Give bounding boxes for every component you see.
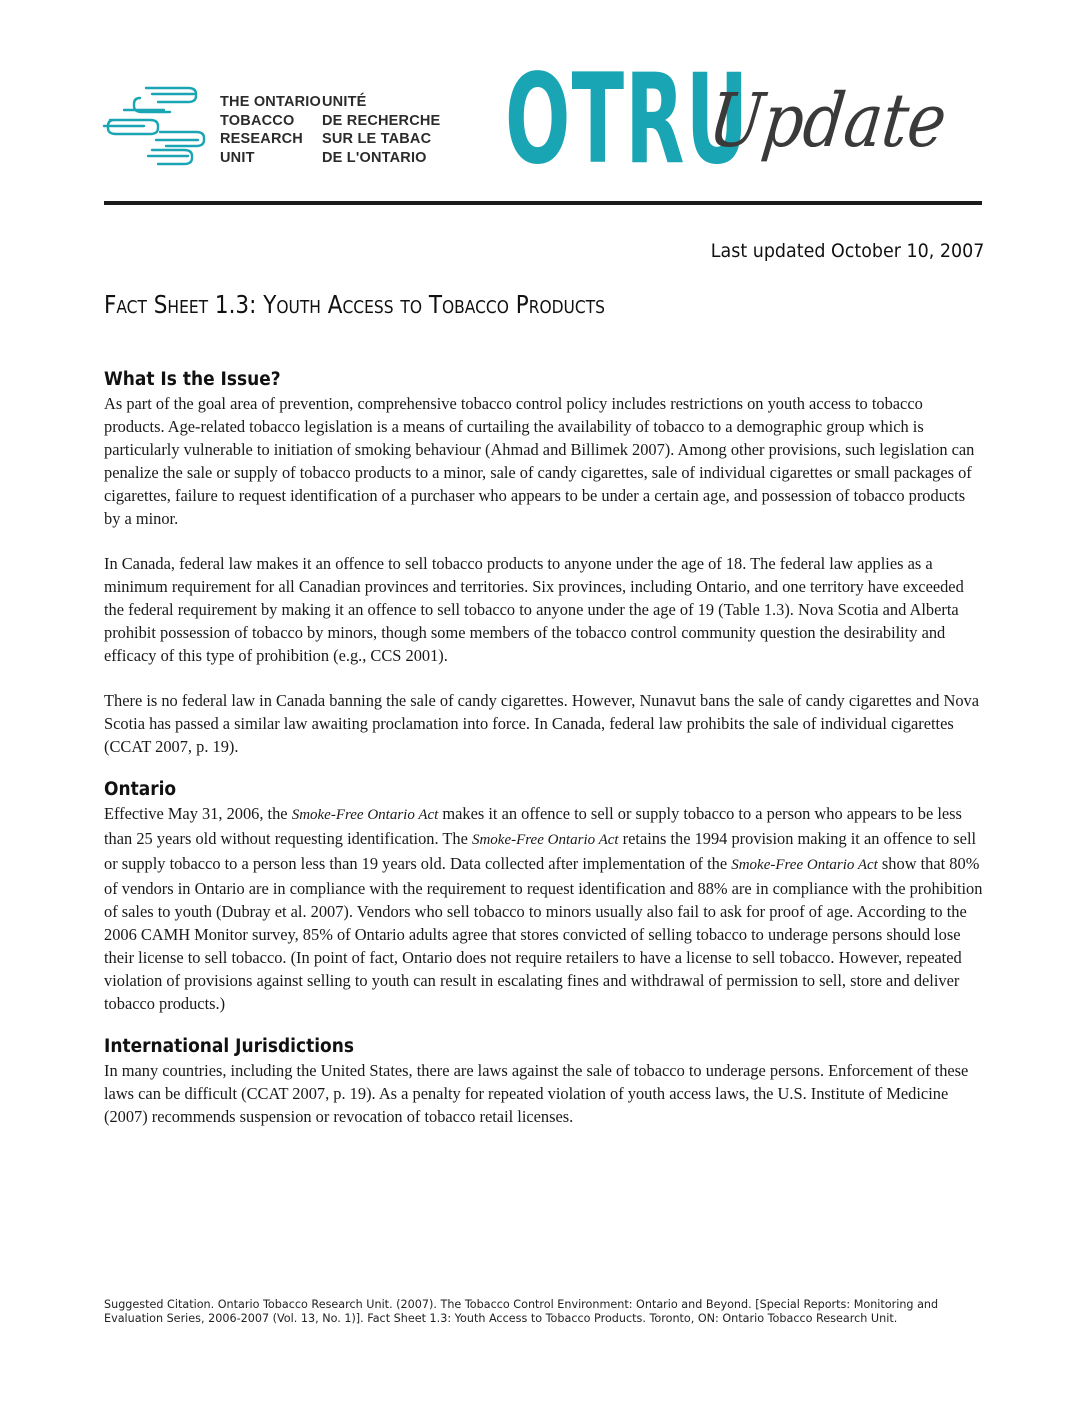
org-name-french: [322, 93, 440, 167]
suggested-citation: Suggested Citation. Ontario Tobacco Research Unit. (2007). The Tobacco Control Environment: Ontario and Beyond. [Special Reports: Monitoring and Evaluation Series, 2006-2007 (Vol. 13, No. 1)]. Fact Sheet 1.3: Youth Access to Tobacco Products. Toronto, ON: Ontario Tobacco Research Unit.: [104, 1298, 939, 1325]
header-divider: [104, 201, 982, 205]
section-heading: Ontario: [104, 779, 177, 800]
org-fr-line: DE L'ONTARIO: [322, 149, 427, 166]
org-en-line: THE ONTARIO: [220, 94, 322, 110]
text-run: retains the 1994 provision making it an offence to sell or supply tobacco to a person less than 19 years old. Data collected after implementation of the: [104, 829, 977, 873]
paragraph: In many countries, including the United States, there are laws against the sale of tobacco to underage persons. Enforcement of these laws can be difficult (CCAT 2007, p. 19). As a penalty for repeated violation of youth access laws, the U.S. Institute of Medicine (2007) recommends suspension or revocation of tobacco retail licenses.: [104, 1061, 969, 1126]
org-en-line: RESEARCH: [220, 131, 303, 147]
org-en-line: TOBACCO: [220, 112, 295, 129]
section-heading: What Is the Issue?: [104, 369, 281, 390]
org-name-english: [220, 93, 321, 167]
text-run: Effective May 31, 2006, the: [104, 804, 292, 823]
act-title: Smoke-Free Ontario Act: [731, 857, 878, 873]
otru-logo-icon: [100, 80, 206, 166]
page-title: Fact Sheet 1.3: Youth Access to Tobacco Products: [104, 290, 605, 319]
paragraph: [104, 802, 984, 1015]
paragraph: There is no federal law in Canada banning the sale of candy cigarettes. However, Nunavut bans the sale of candy cigarettes and Nova Scotia has passed a similar law awaiting proclamation into force. In Canada, federal law prohibits the sale of individual cigarettes (CCAT 2007, p. 19).: [104, 691, 979, 756]
masthead-update: Update: [704, 78, 952, 164]
act-title: Smoke-Free Ontario Act: [471, 832, 619, 848]
section-heading: International Jurisdictions: [104, 1036, 354, 1057]
otru-update-masthead: [505, 48, 985, 192]
org-fr-line: UNITÉ: [322, 94, 367, 110]
text-run: show that 80% of vendors in Ontario are in compliance with the requirement to request identification and 88% are in compliance with the prohibition of sales to youth (Dubray et al. 2007). Vendors who sell tobacco to minors usually also fail to ask for proof of age. According to the 2006 CAMH Monitor survey, 85% of Ontario adults agree that stores convicted of selling tobacco to underage persons should lose their license to sell tobacco. (In point of fact, Ontario does not require retailers to have a license to sell tobacco. However, repeated violation of provisions against selling to youth can result in escalating fines and withdrawal of permission to sell, store and deliver tobacco products.): [104, 854, 983, 1013]
act-title: Smoke-Free Ontario Act: [291, 807, 439, 823]
text-run: makes it an offence to sell or supply tobacco to a person who appears to be less than 25 years old without requesting identification. The: [104, 804, 962, 848]
last-updated: Last updated October 10, 2007: [710, 240, 984, 262]
org-fr-line: DE RECHERCHE: [322, 112, 441, 129]
paragraph: As part of the goal area of prevention, comprehensive tobacco control policy includes restrictions on youth access to tobacco products. Age-related tobacco legislation is a means of curtailing the availability of tobacco to a demographic group which is particularly vulnerable to initiation of smoking behaviour (Ahmad and Billimek 2007). Among other provisions, such legislation can penalize the sale or supply of tobacco products to a minor, sale of candy cigarettes, sale of individual cigarettes or small packages of cigarettes, failure to request identification of a purchaser who appears to be under a certain age, and possession of tobacco products by a minor.: [104, 394, 975, 528]
org-en-line: UNIT: [220, 149, 255, 166]
main-content: [104, 368, 984, 1128]
masthead-otru: OTRU: [505, 48, 750, 192]
org-fr-line: SUR LE TABAC: [322, 131, 432, 147]
paragraph: In Canada, federal law makes it an offence to sell tobacco products to anyone under the age of 18. The federal law applies as a minimum requirement for all Canadian provinces and territories. Six provinces, including Ontario, and one territory have exceeded the federal requirement by making it an offence to sell tobacco to anyone under the age of 19 (Table 1.3). Nova Scotia and Alberta prohibit possession of tobacco by minors, though some members of the tobacco control community question the desirability and efficacy of this type of prohibition (e.g., CCS 2001).: [104, 554, 964, 665]
